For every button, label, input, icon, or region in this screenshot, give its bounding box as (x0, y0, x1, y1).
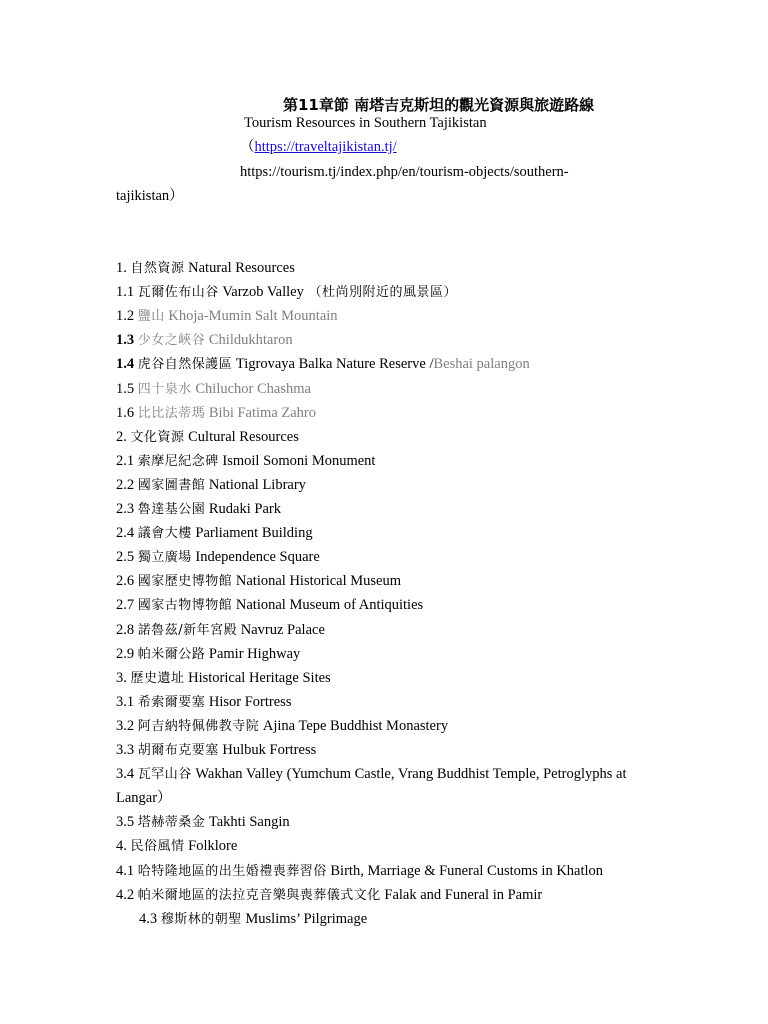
list-item (116, 452, 375, 471)
item-chinese-label: 國家歷史博物館 (137, 574, 233, 590)
list-item (116, 548, 320, 567)
page-subtitle: Tourism Resources in Southern Tajikistan (244, 115, 487, 131)
item-english-label: Ajina Tepe Buddhist Monastery (259, 717, 449, 734)
list-item (116, 621, 325, 640)
list-item (116, 645, 300, 664)
item-chinese-label: 瓦爾佐布山谷 (137, 285, 219, 301)
item-number: 1.4 (116, 356, 138, 373)
item-chinese-label: 阿吉納特佩佛教寺院 (137, 718, 260, 734)
item-english-label: Childukhtaron (205, 332, 293, 349)
item-number: 2.6 (116, 573, 138, 590)
item-number: 2.8 (116, 621, 138, 638)
list-item (116, 307, 338, 326)
list-item (116, 813, 290, 832)
item-english-label: Cultural Resources (184, 428, 299, 445)
item-english-label: Parliament Building (191, 525, 313, 542)
item-english-label: Takhti Sangin (205, 814, 290, 831)
item-number: 2.9 (116, 645, 138, 662)
item-number: 3.4 (116, 766, 138, 783)
item-english-label: Folklore (184, 838, 238, 855)
list-item (116, 669, 331, 688)
item-chinese-label: 國家古物博物館 (137, 598, 233, 614)
item-english-label: Natural Resources (184, 260, 295, 276)
item-chinese-label: 歷史遺址 (130, 670, 185, 686)
list-item (116, 524, 313, 543)
item-english-label: National Library (205, 476, 306, 493)
list-item (116, 428, 299, 447)
item-chinese-label: 民俗風情 (130, 839, 185, 855)
link-prefix: （ (240, 139, 255, 155)
item-number: 1.6 (116, 404, 138, 421)
list-item (116, 789, 172, 807)
item-chinese-label: 文化資源 (130, 429, 185, 445)
item-number: 3.1 (116, 693, 138, 710)
list-item (116, 886, 542, 905)
list-item (116, 355, 530, 374)
item-chinese-label: 四十泉水 (137, 381, 192, 397)
item-chinese-label: 虎谷自然保護區 (137, 357, 233, 373)
item-english-label: Varzob Valley (218, 284, 304, 301)
item-chinese-label: 議會大樓 (137, 526, 192, 542)
list-item (116, 404, 316, 423)
item-chinese-label: 索摩尼紀念碑 (137, 453, 219, 469)
item-chinese-label: 希索爾要塞 (137, 694, 206, 710)
item-number: 3.2 (116, 717, 138, 734)
item-english-label: Khoja-Mumin Salt Mountain (164, 308, 338, 325)
item-english-label: Langar） (116, 790, 172, 807)
item-chinese-label: 國家圖書館 (137, 477, 206, 493)
list-item (116, 596, 423, 615)
item-english-label: Tigrovaya Balka Nature Reserve / (232, 356, 434, 373)
source-url-line-1: https://tourism.tj/index.php/en/tourism-objects/southern- (240, 164, 569, 180)
item-number: 1.3 (116, 332, 138, 349)
item-chinese-label: 胡爾布克要塞 (137, 743, 219, 758)
item-number: 1.5 (116, 380, 138, 397)
item-english-label: Hulbuk Fortress (218, 742, 317, 758)
item-english-label: Hisor Fortress (205, 693, 292, 710)
item-number: 2.3 (116, 501, 138, 517)
item-number: 2.4 (116, 525, 138, 542)
list-item (116, 693, 291, 712)
item-note: （杜尚別附近的風景區） (303, 285, 458, 301)
item-chinese-label: 少女之峽谷 (137, 333, 206, 349)
list-item (116, 259, 295, 278)
item-chinese-label: 穆斯林的朝聖 (160, 911, 242, 927)
list-item (116, 380, 311, 399)
page-title: 第11章節 南塔吉克斯坦的觀光資源與旅遊路線 (283, 96, 595, 114)
item-number: 4. (116, 838, 131, 855)
item-english-label: National Historical Museum (232, 573, 401, 590)
list-item (116, 765, 626, 784)
source-url-line-2: tajikistan） (116, 188, 184, 204)
item-english-label: Navruz Palace (237, 621, 325, 638)
list-item (116, 741, 316, 760)
item-english-label: Historical Heritage Sites (184, 669, 331, 686)
source-link-line (240, 138, 397, 156)
item-number: 4.3 (139, 910, 161, 927)
item-chinese-label: 獨立廣場 (137, 550, 192, 566)
list-item (116, 476, 306, 495)
item-number: 3. (116, 669, 131, 686)
item-number: 2.7 (116, 597, 138, 614)
item-english-label: Wakhan Valley (Yumchum Castle, Vrang Buddhist Temple, Petroglyphs at (191, 766, 627, 783)
item-english-label: Chiluchor Chashma (191, 380, 311, 397)
item-chinese-label: 鹽山 (137, 309, 165, 325)
item-chinese-label: 帕米爾地區的法拉克音樂與喪葬儀式文化 (137, 887, 381, 903)
item-english-label: Independence Square (191, 549, 320, 566)
item-english-label: Birth, Marriage & Funeral Customs in Khatlon (326, 862, 604, 879)
list-item (116, 862, 603, 881)
item-number: 1.2 (116, 308, 138, 325)
item-chinese-label: 帕米爾公路 (137, 646, 206, 662)
list-item (116, 331, 293, 350)
item-number: 3.3 (116, 742, 138, 758)
item-alt-name: Beshai palangon (433, 356, 530, 373)
item-english-label: Bibi Fatima Zahro (205, 404, 317, 421)
item-number: 2.2 (116, 476, 138, 493)
item-english-label: Rudaki Park (205, 501, 281, 517)
list-item (139, 910, 367, 929)
item-number: 1. (116, 260, 131, 276)
item-chinese-label: 比比法蒂瑪 (137, 405, 206, 421)
item-english-label: Muslims’ Pilgrimage (241, 910, 368, 927)
item-number: 3.5 (116, 814, 138, 831)
item-english-label: Falak and Funeral in Pamir (380, 886, 543, 903)
item-chinese-label: 魯達基公園 (137, 502, 206, 517)
list-item (116, 283, 457, 302)
list-item (116, 837, 237, 856)
item-chinese-label: 諾魯茲/新年宮殿 (137, 622, 238, 638)
item-number: 4.1 (116, 862, 138, 879)
item-chinese-label: 瓦罕山谷 (137, 767, 192, 783)
item-english-label: Pamir Highway (205, 645, 301, 662)
item-number: 2. (116, 428, 131, 445)
item-number: 4.2 (116, 886, 138, 903)
travel-tajikistan-link[interactable]: https://traveltajikistan.tj/ (254, 139, 397, 155)
item-number: 2.1 (116, 452, 138, 469)
item-chinese-label: 自然資源 (130, 261, 185, 276)
item-english-label: National Museum of Antiquities (232, 597, 424, 614)
list-item (116, 717, 448, 736)
item-english-label: Ismoil Somoni Monument (218, 452, 376, 469)
list-item (116, 572, 401, 591)
list-item (116, 500, 281, 519)
item-chinese-label: 哈特隆地區的出生婚禮喪葬習俗 (137, 863, 327, 879)
item-chinese-label: 塔赫蒂桑金 (137, 815, 206, 831)
item-number: 1.1 (116, 284, 138, 301)
item-number: 2.5 (116, 549, 138, 566)
